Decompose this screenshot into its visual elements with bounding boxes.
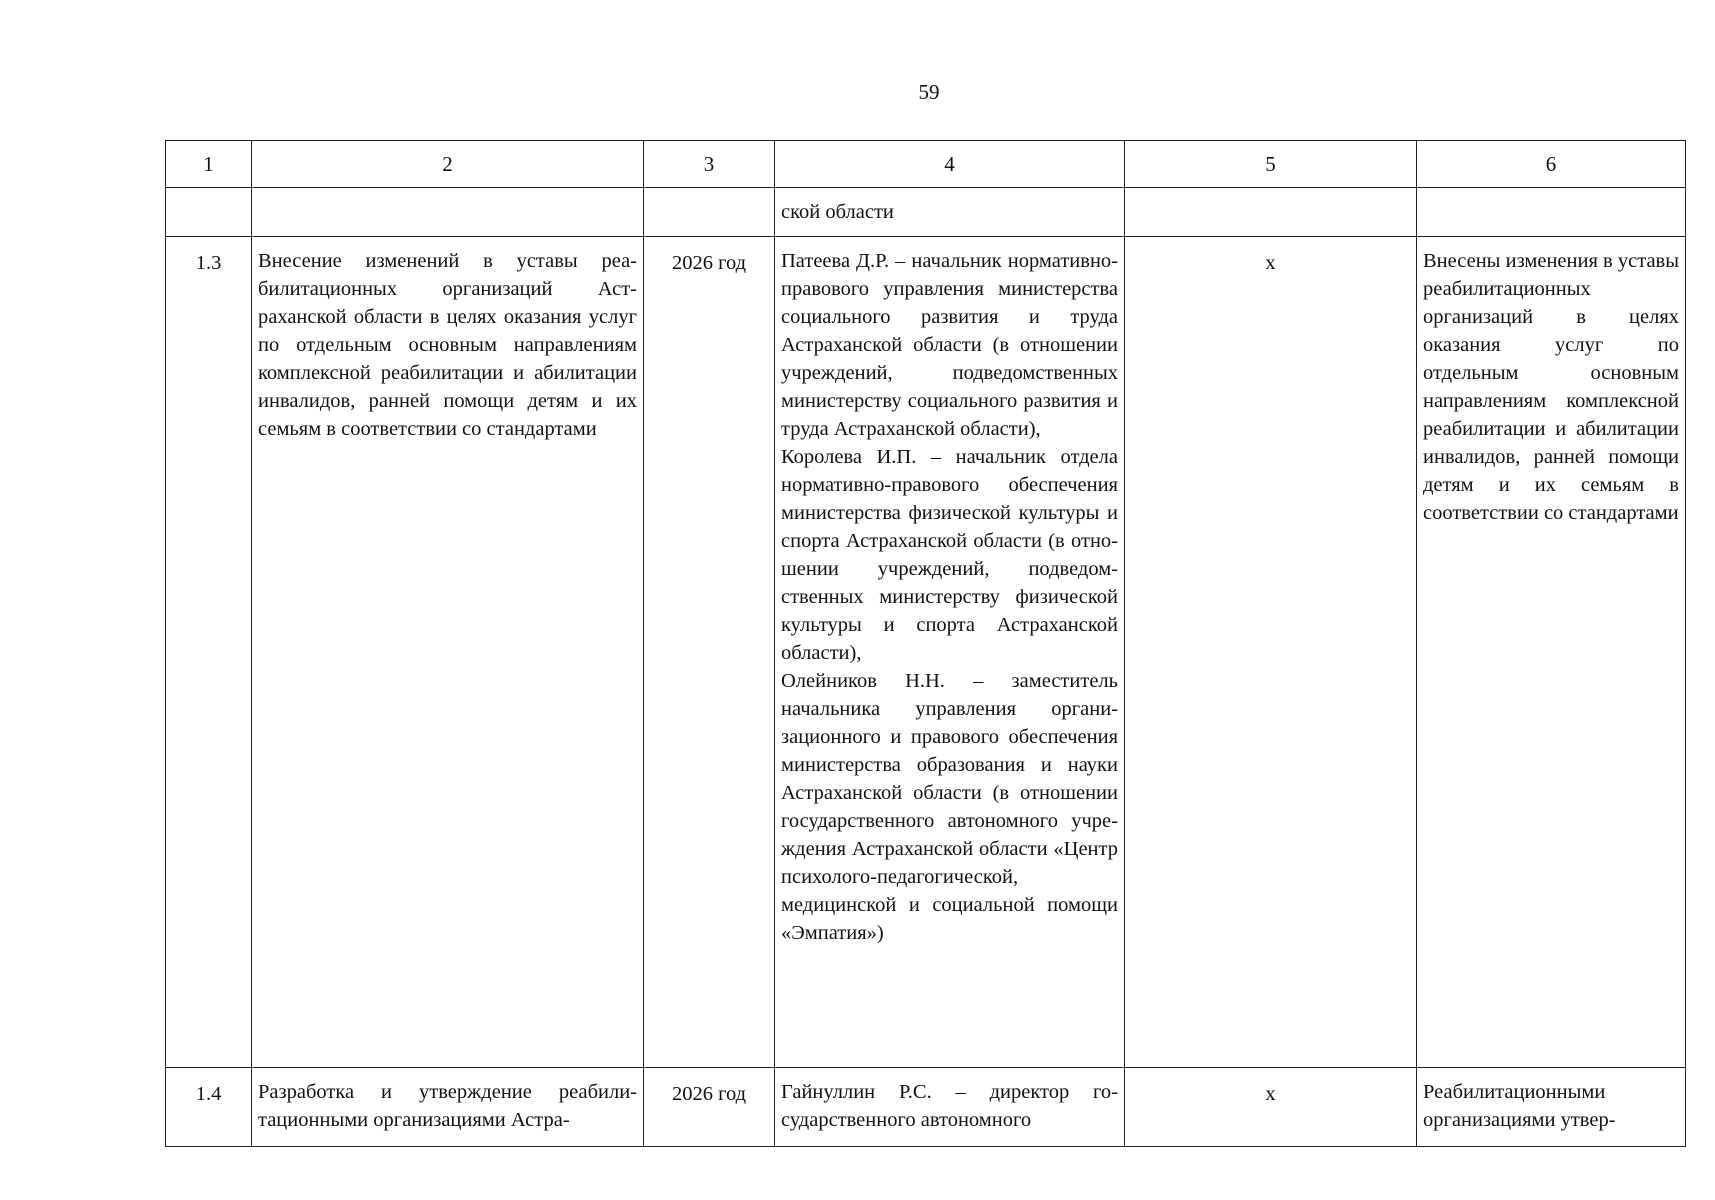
header-col-6: 6 [1417,141,1686,188]
col5-mark: х [1265,1083,1276,1105]
continuation-text: ской области [781,201,894,223]
responsible-list [775,237,1124,953]
col5-cell [1125,1068,1417,1147]
measure-cell [252,1068,644,1147]
header-col-4: 4 [775,141,1125,188]
term-cell [644,1068,775,1147]
term-cell [644,237,775,1068]
table-row [166,237,1686,1068]
measure-cell [252,237,644,1068]
responsible-entry: Олейников Н.Н. – заместитель начальника управления организационного и правового обеспечения министерства образования и науки Астраханской области (в отношении государственного автономного учреждения Астраханской области «Центр психолого-педагогической, медицинской и социальной помощи «Эмпатия») [781,670,1118,944]
row-number-cell [166,237,252,1068]
row-number: 1.4 [195,1083,222,1105]
col5-cell [1125,237,1417,1068]
measure-text: Разработка и утверждение реабилитационными организациями Астра- [258,1081,637,1131]
responsible-entry: Гайнуллин Р.С. – директор государственного автономного [781,1081,1118,1131]
row-number: 1.3 [195,252,222,274]
table-header-row [166,141,1686,188]
table-row [166,1068,1686,1147]
row-number-cell [166,1068,252,1147]
result-text: Внесены изменения в уставы реабилитационных организаций в целях оказания услуг по отдельным основным направлениям комплексной реабилитации и абилитации инвалидов, ранней помощи детям и их семьям в соответствии со стандартами [1423,250,1679,524]
continuation-col-3 [644,188,775,237]
continuation-col-6 [1417,188,1686,237]
responsible-entry: Королева И.П. – начальник отдела нормативно-правового обеспечения министерства физической культуры и спорта Астраханской области (в отношении учреждений, подведомственных министерству физической культуры и спорта Астраханской области), [781,446,1118,664]
header-col-2: 2 [252,141,644,188]
result-text: Реабилитационными организациями утвер- [1423,1081,1616,1131]
continuation-col-4 [775,188,1125,237]
header-col-5: 5 [1125,141,1417,188]
responsible-list [775,1068,1124,1140]
result-cell [1417,237,1686,1068]
result-cell [1417,1068,1686,1147]
measures-table [165,140,1686,1147]
page-number: 59 [918,80,940,104]
continuation-col-5 [1125,188,1417,237]
continuation-row [166,188,1686,237]
continuation-col-1 [166,188,252,237]
term-text: 2026 год [671,252,747,274]
responsible-cell [775,237,1125,1068]
responsible-cell [775,1068,1125,1147]
term-text: 2026 год [671,1083,747,1105]
header-col-1: 1 [166,141,252,188]
measure-text: Внесение изменений в уставы реабилитационных организаций Астраханской области в целях оказания услуг по отдельным основным направлениям комплексной реабилитации и абилитации инвалидов, ранней помощи детям и их семьям в соответствии со стандартами [258,250,637,440]
responsible-entry: Патеева Д.Р. – начальник нормативно-правового управления министерства социального развития и труда Астраханской области (в отношении учреждений, подведомственных министерству социального развития и труда Астраханской области), [781,250,1118,440]
col5-mark: х [1265,252,1276,274]
continuation-col-2 [252,188,644,237]
header-col-3: 3 [644,141,775,188]
